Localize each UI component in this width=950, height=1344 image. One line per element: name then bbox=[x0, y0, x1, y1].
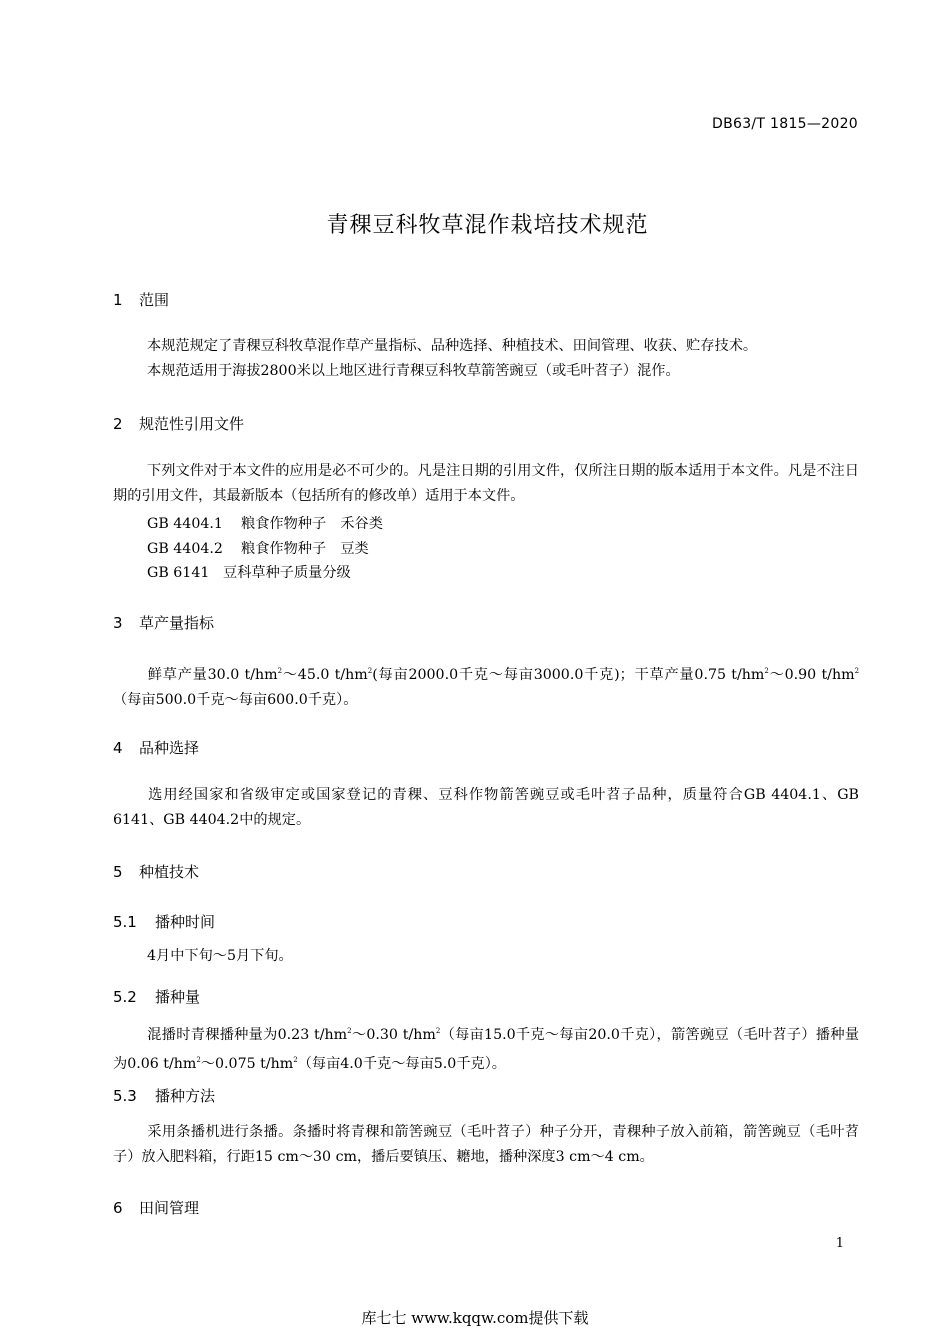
reference-item: GB 6141 豆科草种子质量分级 bbox=[147, 565, 351, 581]
reference-item: GB 4404.2 粮食作物种子 豆类 bbox=[147, 541, 369, 557]
section-title: 草产量指标 bbox=[139, 614, 215, 632]
section-1-paragraph-2: 本规范适用于海拔2800米以上地区进行青稞豆科牧草箭筈豌豆（或毛叶苕子）混作。 bbox=[147, 363, 680, 379]
page-number: 1 bbox=[835, 1236, 844, 1251]
section-title: 田间管理 bbox=[139, 1199, 200, 1217]
standard-code: DB63/T 1815—2020 bbox=[712, 116, 858, 132]
section-number: 1 bbox=[113, 291, 123, 309]
section-3-heading bbox=[113, 612, 214, 633]
download-footer: 库七七 www.kqqw.com提供下载 bbox=[361, 1309, 589, 1327]
section-number: 5.3 bbox=[113, 1087, 137, 1105]
section-number: 5 bbox=[113, 863, 123, 881]
section-number: 3 bbox=[113, 614, 123, 632]
reference-item: GB 4404.1 粮食作物种子 禾谷类 bbox=[147, 516, 383, 532]
document-title: 青稞豆科牧草混作栽培技术规范 bbox=[326, 213, 649, 238]
section-5-heading bbox=[113, 861, 199, 882]
section-6-heading bbox=[113, 1197, 199, 1218]
section-2-paragraph-1: 下列文件对于本文件的应用是必不可少的。凡是注日期的引用文件，仅所注日期的版本适用于本文件。凡是不注日期的引用文件，其最新版本（包括所有的修改单）适用于本文件。 bbox=[113, 463, 859, 504]
section-title: 播种方法 bbox=[155, 1087, 216, 1105]
section-5-3-paragraph: 采用条播机进行条播。条播时将青稞和箭筈豌豆（毛叶苕子）种子分开，青稞种子放入前箱，箭筈豌豆（毛叶苕子）放入肥料箱，行距15 cm～30 cm，播后要镇压、耱地，播种深度3 cm～4 cm。 bbox=[113, 1124, 859, 1165]
section-5-2-heading bbox=[113, 986, 200, 1007]
section-2-heading bbox=[113, 413, 244, 434]
section-5-1-heading bbox=[113, 911, 215, 932]
section-5-1-paragraph: 4月中下旬～5月下旬。 bbox=[147, 948, 293, 964]
section-4-paragraph-1: 选用经国家和省级审定或国家登记的青稞、豆科作物箭筈豌豆或毛叶苕子品种，质量符合GB 4404.1、GB 6141、GB 4404.2中的规定。 bbox=[113, 787, 859, 828]
section-title: 规范性引用文件 bbox=[139, 415, 245, 433]
section-number: 4 bbox=[113, 739, 123, 757]
section-3-paragraph-1: 鲜草产量30.0 $t/hm^2\sim 45.0$ $t/hm^2$(每亩2000.0千克～每亩3000.0千克)；干草产量0.75 $t/hm^2\sim 0.90$ $t/hm^2$（每亩500.0千克～每亩600.0千克）。 bbox=[113, 667, 860, 708]
section-1-heading bbox=[113, 289, 169, 310]
section-title: 范围 bbox=[139, 291, 170, 309]
section-title: 种植技术 bbox=[139, 863, 200, 881]
section-title: 播种量 bbox=[155, 988, 201, 1006]
section-number: 2 bbox=[113, 415, 123, 433]
section-5-3-heading bbox=[113, 1085, 215, 1106]
section-title: 播种时间 bbox=[155, 913, 216, 931]
section-number: 5.2 bbox=[113, 988, 137, 1006]
section-4-heading bbox=[113, 737, 199, 758]
section-5-2-paragraph: 混播时青稞播种量为0.23 $t/hm^2\sim 0.30$ $t/hm^2$（每亩15.0千克～每亩20.0千克），箭筈豌豆（毛叶苕子）播种量为0.06 $t/hm^2\sim 0.075$ $t/hm^2$（每亩4.0千克～每亩5.0千克）。 bbox=[113, 1027, 860, 1072]
section-number: 6 bbox=[113, 1199, 123, 1217]
section-title: 品种选择 bbox=[139, 739, 200, 757]
section-1-paragraph-1: 本规范规定了青稞豆科牧草混作草产量指标、品种选择、种植技术、田间管理、收获、贮存技术。 bbox=[147, 338, 758, 354]
section-number: 5.1 bbox=[113, 913, 137, 931]
